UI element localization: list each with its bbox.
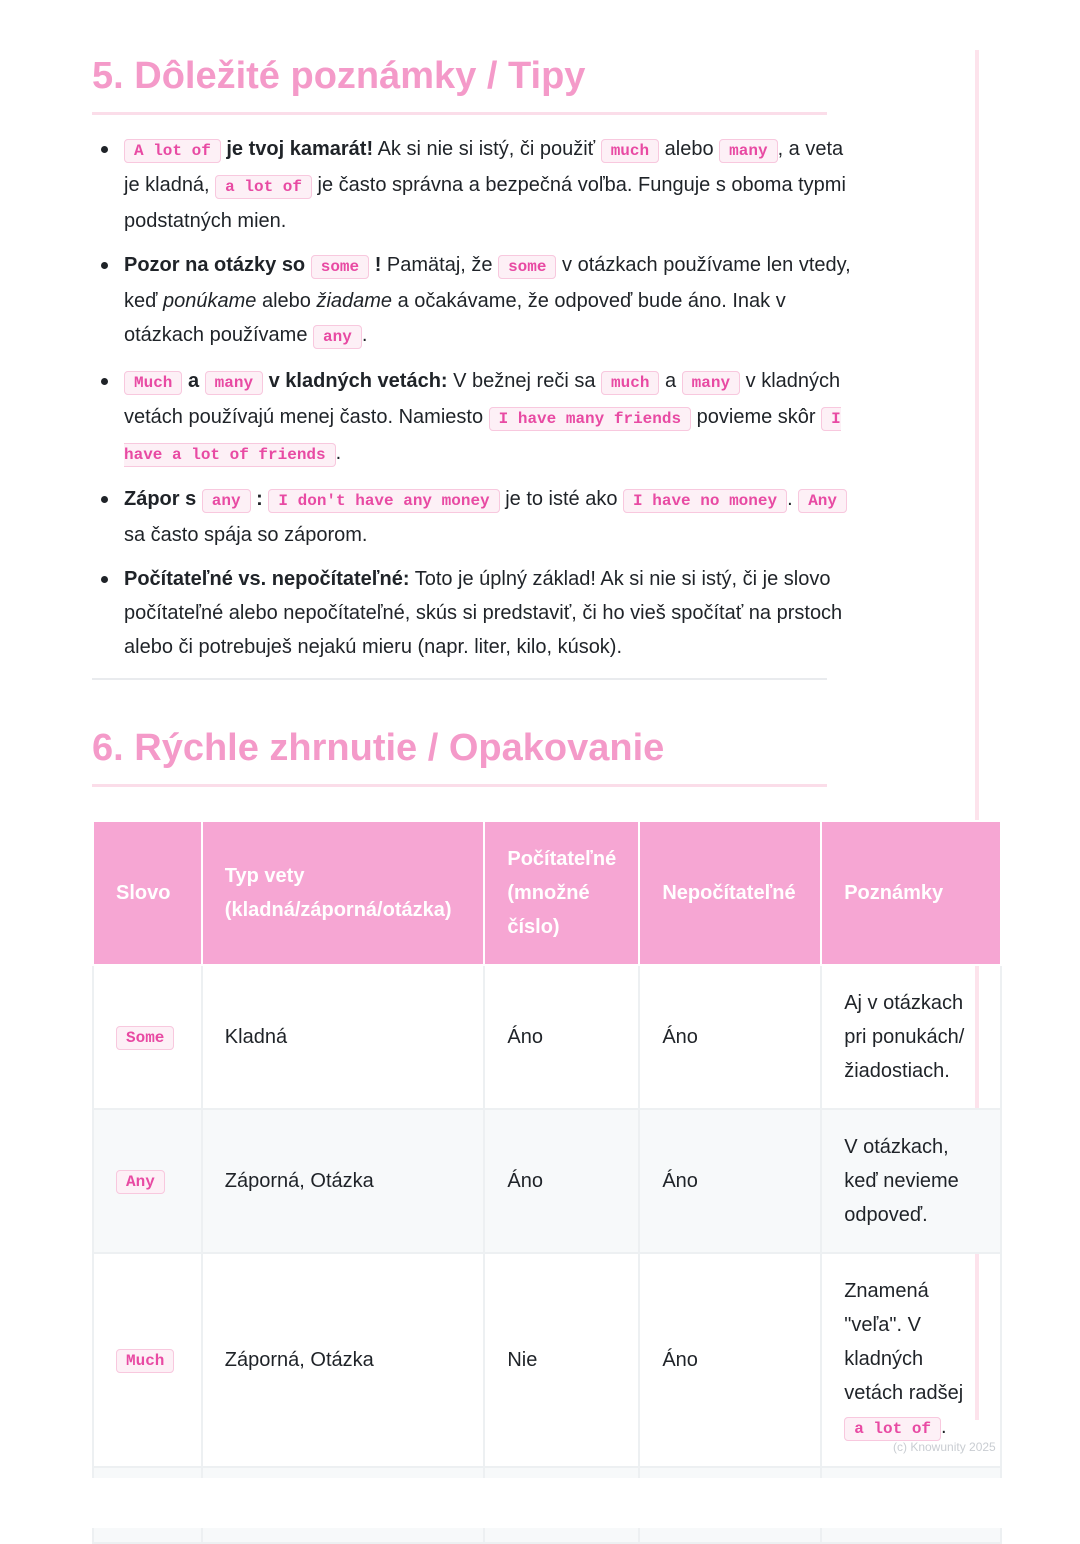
cell-countable: Nie	[484, 1253, 639, 1467]
code-example: I have many friends	[489, 407, 691, 431]
code-many: many	[682, 371, 740, 395]
code-word: Any	[116, 1170, 165, 1194]
code-any: Any	[798, 489, 847, 513]
tip-text: .	[361, 324, 368, 346]
tip-text: .	[787, 488, 799, 510]
header-notes: Poznámky	[821, 821, 1001, 965]
code-a-lot-of: a lot of	[844, 1417, 941, 1441]
tip-text: v kladných vetách používajú menej často. Namiesto	[124, 370, 841, 428]
tip-text: sa často spája so záporom.	[124, 524, 368, 546]
section-divider	[92, 678, 827, 680]
cell-uncountable: Áno	[639, 1109, 821, 1253]
tip-item-2	[124, 248, 859, 354]
tip-item-1	[124, 132, 859, 238]
tip-text: je to isté ako	[499, 488, 624, 510]
cell-type: Kladná	[202, 965, 485, 1109]
cell-word	[93, 1253, 202, 1467]
code-much: Much	[124, 371, 182, 395]
tip-bold: Počítateľné vs. nepočítateľné:	[124, 568, 410, 590]
tip-bold: je tvoj kamarát!	[226, 138, 374, 160]
cell-note: Aj v otázkach pri ponukách/ žiadostiach.	[821, 965, 1001, 1109]
tip-bold: v kladných vetách:	[263, 370, 448, 392]
tip-text: v otázkach používame len vtedy, keď	[124, 254, 851, 312]
cell-countable: Áno	[484, 1109, 639, 1253]
tip-text: V bežnej reči sa	[447, 370, 602, 392]
tip-text: .	[335, 442, 342, 464]
cell-word	[93, 965, 202, 1109]
tip-item-5	[124, 562, 859, 664]
tip-text: a	[659, 370, 682, 392]
tip-text: alebo	[256, 290, 317, 312]
header-countable: Počítateľné (množné číslo)	[484, 821, 639, 965]
tip-emphasis: ponúkame	[162, 290, 257, 312]
code-word: Some	[116, 1026, 174, 1050]
header-word: Slovo	[93, 821, 202, 965]
tip-text: Ak si nie si istý, či použiť	[373, 138, 601, 160]
tip-text: je často správna a bezpečná voľba. Funguje s oboma typmi podstatných mien.	[124, 174, 846, 232]
code-many: many	[719, 139, 777, 163]
tip-item-4	[124, 482, 859, 552]
table-row	[93, 965, 1001, 1109]
tips-list	[92, 132, 859, 674]
tip-bold: :	[256, 488, 263, 510]
code-example: I don't have any money	[268, 489, 499, 513]
code-example: I have no money	[623, 489, 787, 513]
table-row	[93, 1253, 1001, 1467]
code-example: I have a lot of friends	[124, 407, 841, 467]
code-a-lot-of: a lot of	[215, 175, 312, 199]
cell-type: Záporná, Otázka	[202, 1253, 485, 1467]
code-word: Much	[116, 1349, 174, 1373]
section-6-heading: 6. Rýchle zhrnutie / Opakovanie	[92, 727, 827, 787]
code-much: much	[601, 139, 659, 163]
code-any: any	[313, 325, 362, 349]
cell-countable: Áno	[484, 965, 639, 1109]
header-uncountable: Nepočítateľné	[639, 821, 821, 965]
copyright-footer: (c) Knowunity 2025	[893, 1440, 996, 1454]
code-much: much	[601, 371, 659, 395]
cell-word	[93, 1109, 202, 1253]
cell-type: Záporná, Otázka	[202, 1109, 485, 1253]
cell-note: V otázkach, keď nevieme odpoveď.	[821, 1109, 1001, 1253]
code-some: some	[498, 255, 556, 279]
note-text: Znamená "veľa". V kladných vetách radšej	[844, 1280, 964, 1404]
tip-text: a očakávame, že odpoveď bude áno. Inak v otázkach používame	[124, 290, 786, 346]
tip-text: Pamätaj, že	[381, 254, 499, 276]
cell-uncountable: Áno	[639, 965, 821, 1109]
page-bottom-cutoff	[0, 1478, 1080, 1528]
tip-text: , a veta je kladná,	[124, 138, 844, 196]
tip-bold: Zápor s	[124, 488, 202, 510]
tip-text: alebo	[659, 138, 720, 160]
tip-emphasis: žiadame	[316, 290, 393, 312]
code-any: any	[202, 489, 251, 513]
tip-text: Toto je úplný základ! Ak si nie si istý, či je slovo počítateľné alebo nepočítateľné, skús si predstaviť, či ho vieš spočítať na prstoch alebo či potrebuješ nejakú mieru (napr. liter, kilo, kúsok).	[124, 568, 843, 658]
tip-item-3	[124, 364, 859, 472]
code-some: some	[311, 255, 369, 279]
tip-bold: !	[374, 254, 382, 276]
table-header-row	[93, 821, 1001, 965]
cell-note	[821, 1253, 1001, 1467]
cell-uncountable: Áno	[639, 1253, 821, 1467]
note-end: .	[941, 1416, 947, 1438]
header-sentence-type: Typ vety (kladná/záporná/otázka)	[202, 821, 485, 965]
code-many: many	[205, 371, 263, 395]
section-5-heading: 5. Dôležité poznámky / Tipy	[92, 55, 827, 115]
tip-bold: Pozor na otázky so	[124, 254, 311, 276]
tip-bold: a	[182, 370, 205, 392]
tip-text: povieme skôr	[696, 406, 822, 428]
summary-table	[92, 820, 1002, 1544]
code-a-lot-of: A lot of	[124, 139, 221, 163]
table-row	[93, 1109, 1001, 1253]
